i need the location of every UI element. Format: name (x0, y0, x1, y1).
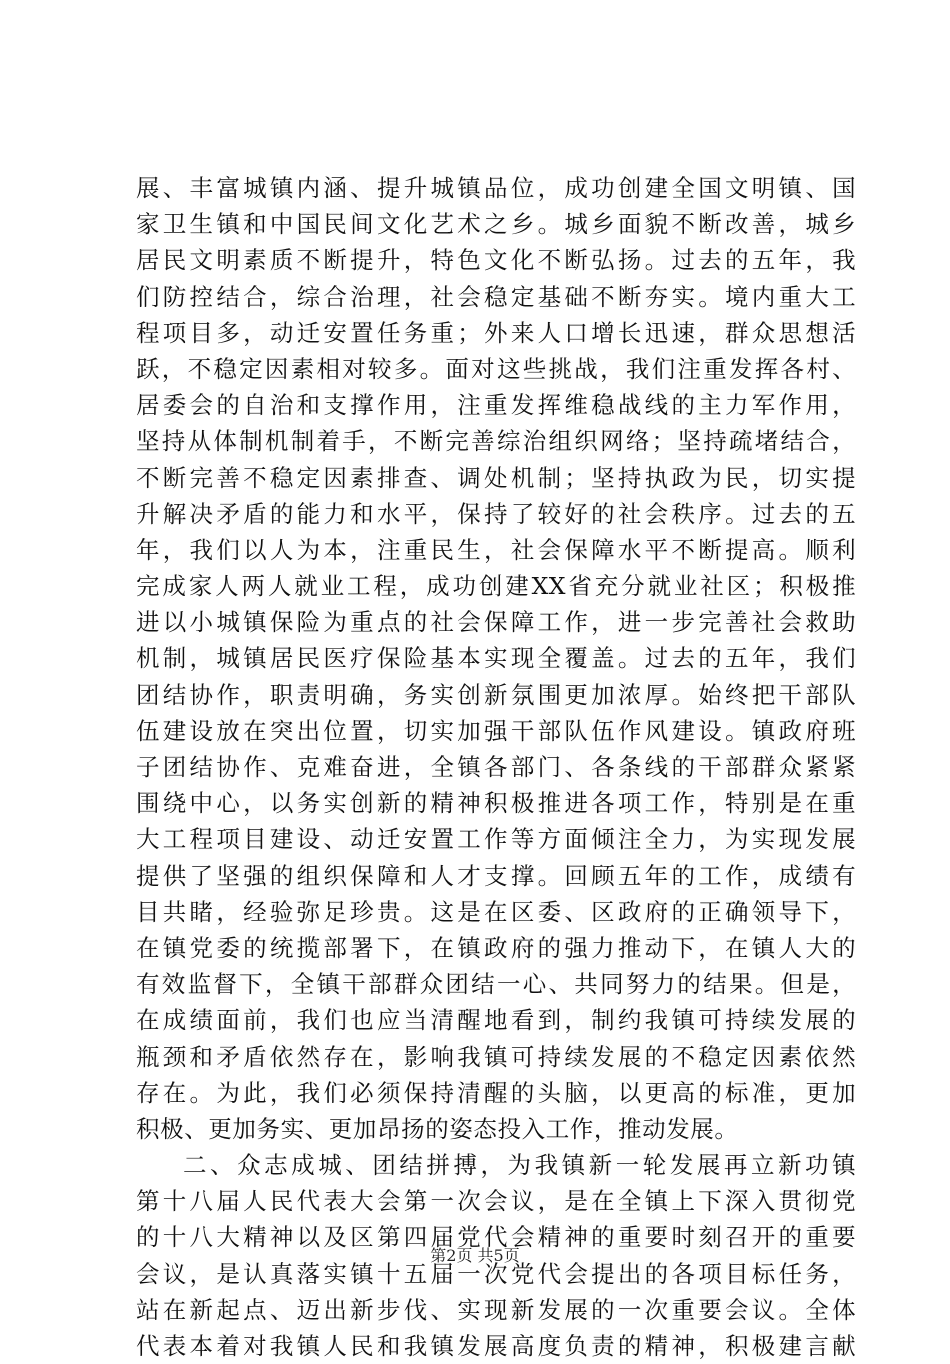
text-line: 在成绩面前，我们也应当清醒地看到，制约我镇可持续发展的 (136, 1006, 856, 1035)
text-line: 家卫生镇和中国民间文化艺术之乡。城乡面貌不断改善，城乡 (136, 210, 856, 239)
text-line: 年，我们以人为本，注重民生，社会保障水平不断提高。顺利 (136, 535, 856, 564)
text-line: 会议，是认真落实镇十五届一次党代会提出的各项目标任务， (136, 1259, 856, 1288)
text-line: 们防控结合，综合治理，社会稳定基础不断夯实。境内重大工 (136, 282, 856, 311)
text-line: 代表本着对我镇人民和我镇发展高度负责的精神，积极建言献 (136, 1332, 856, 1360)
text-line: 第十八届人民代表大会第一次会议，是在全镇上下深入贯彻党 (136, 1187, 856, 1216)
text-line: 大工程项目建设、动迁安置工作等方面倾注全力，为实现发展 (136, 825, 856, 854)
text-line: 展、丰富城镇内涵、提升城镇品位，成功创建全国文明镇、国 (136, 174, 856, 202)
paragraph-end-line: 积极、更加务实、更加昂扬的姿态投入工作，推动发展。 (136, 1114, 739, 1143)
text-line: 在镇党委的统揽部署下，在镇政府的强力推动下，在镇人大的 (136, 933, 856, 962)
text-line: 居委会的自治和支撑作用，注重发挥维稳战线的主力军作用， (136, 391, 856, 420)
text-line: 的十八大精神以及区第四届党代会精神的重要时刻召开的重要 (136, 1223, 856, 1252)
text-line: 机制，城镇居民医疗保险基本实现全覆盖。过去的五年，我们 (136, 644, 856, 673)
text-line: 程项目多，动迁安置任务重；外来人口增长迅速，群众思想活 (136, 318, 856, 347)
text-line: 有效监督下，全镇干部群众团结一心、共同努力的结果。但是， (136, 970, 856, 999)
text-line: 伍建设放在突出位置，切实加强干部队伍作风建设。镇政府班 (136, 716, 856, 745)
text-line: 跃，不稳定因素相对较多。面对这些挑战，我们注重发挥各村、 (136, 354, 856, 383)
text-line: 完成家人两人就业工程，成功创建XX省充分就业社区；积极推 (136, 572, 856, 601)
body-text (136, 170, 856, 1364)
text-line: 进以小城镇保险为重点的社会保障工作，进一步完善社会救助 (136, 608, 856, 637)
section-heading-line: 二、众志成城、团结拼搏，为我镇新一轮发展再立新功镇 (183, 1151, 856, 1180)
text-line: 不断完善不稳定因素排查、调处机制；坚持执政为民，切实提 (136, 463, 856, 492)
text-line: 居民文明素质不断提升，特色文化不断弘扬。过去的五年，我 (136, 246, 856, 275)
page-number-footer: 第2页 共5页 (430, 1246, 520, 1265)
text-line: 围绕中心，以务实创新的精神积极推进各项工作，特别是在重 (136, 789, 856, 818)
text-line: 目共睹，经验弥足珍贵。这是在区委、区政府的正确领导下， (136, 897, 856, 926)
text-line: 升解决矛盾的能力和水平，保持了较好的社会秩序。过去的五 (136, 499, 856, 528)
text-line: 坚持从体制机制着手，不断完善综治组织网络；坚持疏堵结合， (136, 427, 856, 456)
text-line: 站在新起点、迈出新步伐、实现新发展的一次重要会议。全体 (136, 1295, 856, 1324)
text-line: 提供了坚强的组织保障和人才支撑。回顾五年的工作，成绩有 (136, 861, 856, 890)
text-line: 存在。为此，我们必须保持清醒的头脑，以更高的标准，更加 (136, 1078, 856, 1107)
text-line: 瓶颈和矛盾依然存在，影响我镇可持续发展的不稳定因素依然 (136, 1042, 856, 1071)
text-line: 团结协作，职责明确，务实创新氛围更加浓厚。始终把干部队 (136, 680, 856, 709)
text-line: 子团结协作、克难奋进，全镇各部门、各条线的干部群众紧紧 (136, 753, 856, 781)
